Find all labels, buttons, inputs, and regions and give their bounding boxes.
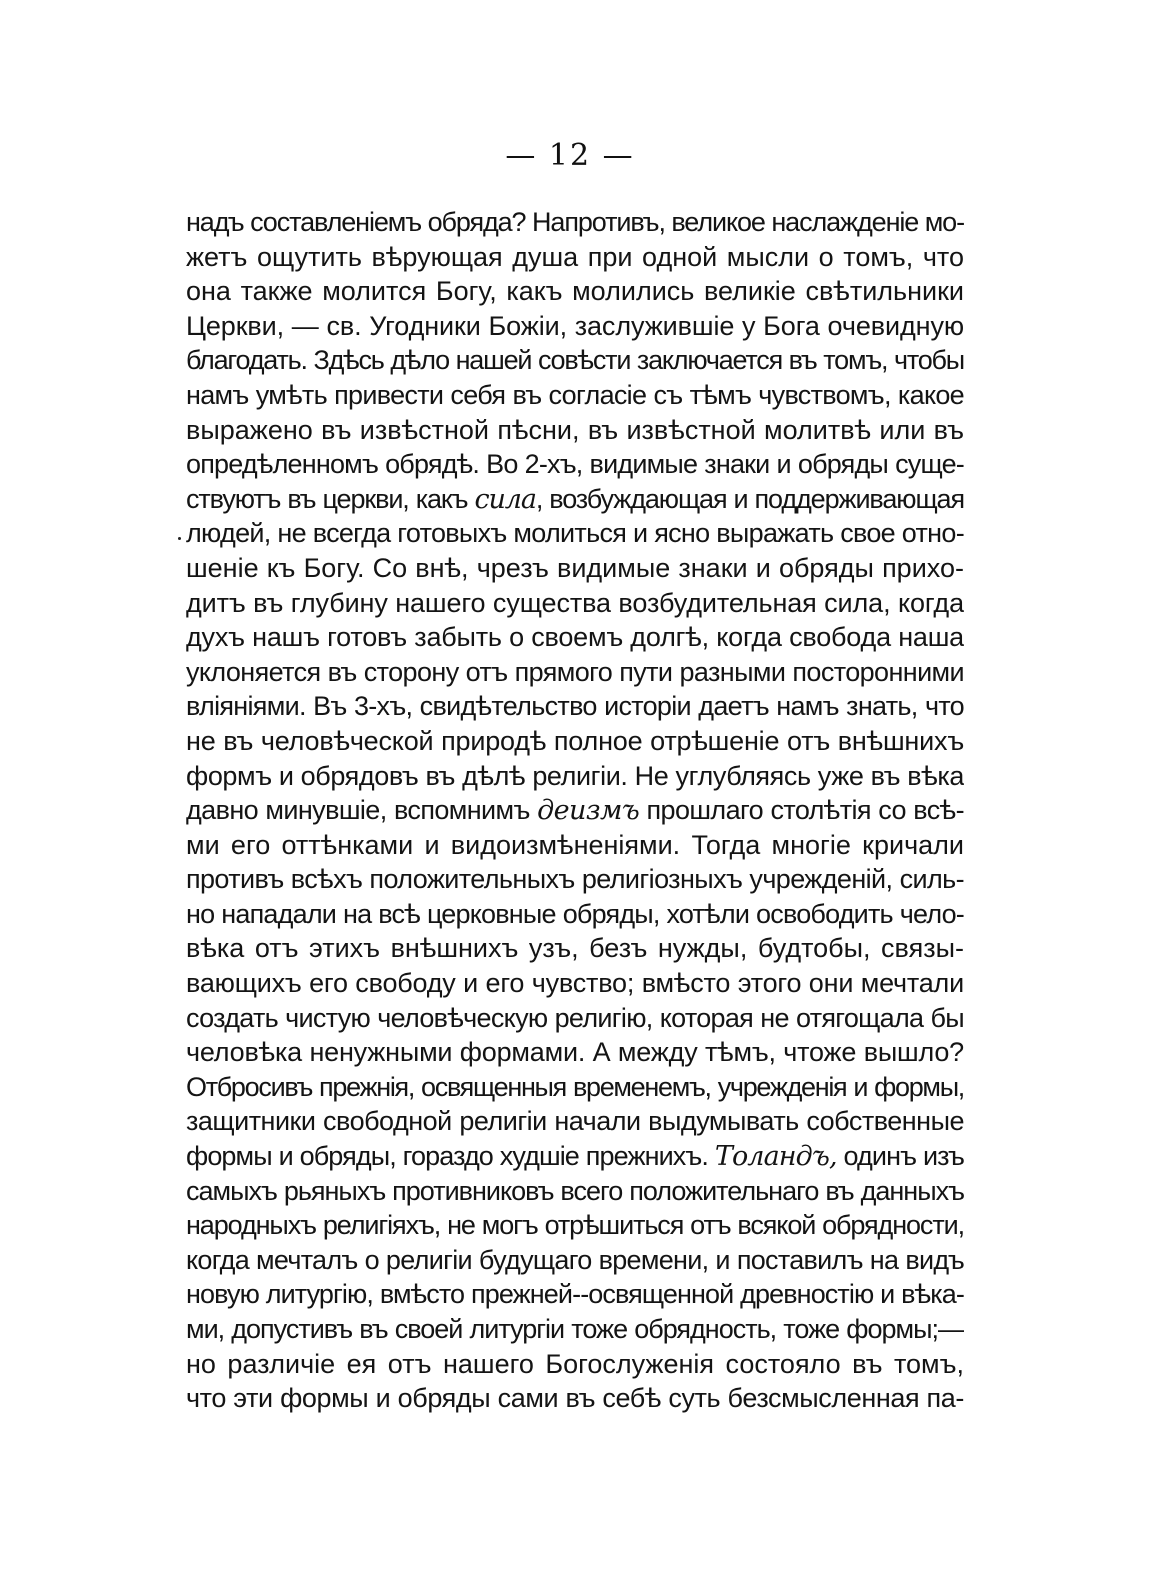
text-segment: она также молится Богу, какъ молились великіе свѣтильники [186, 276, 964, 307]
text-segment: но различіе ея отъ нашего Богослуженія состояло въ томъ, [186, 1348, 964, 1379]
text-line [186, 309, 964, 344]
text-segment: одинъ изъ [836, 1141, 964, 1172]
text-line [186, 931, 964, 966]
text-line [186, 1277, 964, 1312]
text-line [186, 482, 964, 517]
italic-term: деизмъ [537, 795, 640, 827]
text-segment: надъ составленіемъ обряда? Напротивъ, великое наслажденіе мо- [186, 207, 964, 237]
text-segment: духъ нашъ готовъ забыть о своемъ долгѣ, когда свобода наша [186, 622, 964, 653]
text-segment: вающихъ его свободу и его чувство; вмѣсто этого они мечтали [186, 968, 964, 999]
text-segment: ствуютъ въ церкви, какъ [186, 483, 475, 514]
text-segment: человѣка ненужными формами. А между тѣмъ, чтоже вышло? [186, 1037, 964, 1068]
text-line [186, 586, 964, 621]
text-line [186, 1243, 964, 1278]
text-segment: уклоняется въ сторону отъ прямого пути разными посторонними [186, 656, 964, 687]
italic-term: сила [474, 483, 536, 515]
text-segment: выражено въ извѣстной пѣсни, въ извѣстной молитвѣ или въ [186, 414, 964, 445]
text-line [186, 793, 964, 828]
text-segment: но нападали на всѣ церковные обряды, хотѣли освободить чело- [186, 898, 964, 929]
text-line [186, 655, 964, 690]
text-segment: что эти формы и обряды сами въ себѣ суть безсмысленная па- [186, 1383, 964, 1414]
text-segment: формъ и обрядовъ въ дѣлѣ религіи. Не углубляясь уже въ вѣка [186, 760, 964, 791]
text-segment: народныхъ религіяхъ, не могъ отрѣшиться отъ всякой обрядности, [186, 1210, 964, 1241]
text-line [186, 620, 964, 655]
text-segment: самыхъ рьяныхъ противниковъ всего положительнаго въ данныхъ [186, 1175, 964, 1206]
text-line [186, 378, 964, 413]
text-line [186, 205, 964, 240]
text-segment: опредѣленномъ обрядѣ. Во 2-хъ, видимые знаки и обряды суще- [186, 449, 964, 480]
text-segment: вліяніями. Въ 3-хъ, свидѣтельство исторіи даетъ намъ знать, что [186, 691, 964, 722]
text-segment: защитники свободной религіи начали выдумывать собственные [186, 1106, 964, 1137]
text-line [186, 689, 964, 724]
text-segment: шеніе къ Богу. Со внѣ, чрезъ видимые знаки и обряды прихо- [186, 552, 964, 583]
text-line [186, 1174, 964, 1209]
text-segment: создать чистую человѣческую религію, которая не отягощала бы [186, 1002, 964, 1033]
text-line [186, 724, 964, 759]
text-line [186, 828, 964, 863]
text-line [186, 1312, 964, 1347]
text-line [186, 240, 964, 275]
text-segment: благодать. Здѣсь дѣло нашей совѣсти заключается въ томъ, чтобы [186, 345, 964, 376]
text-segment: прошлаго столѣтія со всѣ- [639, 795, 964, 826]
text-segment: людей, не всегда готовыхъ молиться и ясно выражать свое отно- [186, 518, 964, 549]
text-segment: вѣка отъ этихъ внѣшнихъ узъ, безъ нужды, будтобы, связы- [186, 933, 964, 964]
page-number: — 12 — [505, 138, 635, 173]
text-segment: ми, допустивъ въ своей литургіи тоже обрядность, тоже формы;— [186, 1314, 964, 1344]
italic-term: Толандъ, [714, 1141, 837, 1173]
text-segment: когда мечталъ о религіи будущаго времени, и поставилъ на видъ [186, 1244, 964, 1275]
text-segment: противъ всѣхъ положительныхъ религіозныхъ учрежденій, силь- [186, 864, 964, 895]
text-line [186, 1035, 964, 1070]
text-segment: новую литургію, вмѣсто прежней--освященной древностію и вѣка- [186, 1279, 964, 1310]
text-segment: жетъ ощутить вѣрующая душа при одной мысли о томъ, что [186, 241, 964, 272]
text-line [186, 413, 964, 448]
margin-mark [178, 537, 181, 540]
text-line [186, 862, 964, 897]
text-segment: Церкви, — св. Угодники Божіи, заслужившіе у Бога очевидную [186, 310, 964, 341]
text-line [186, 1347, 964, 1382]
text-segment: ми его оттѣнками и видоизмѣненіями. Тогда многіе кричали [186, 829, 964, 860]
text-segment: дитъ въ глубину нашего существа возбудительная сила, когда [186, 587, 964, 618]
text-segment: формы и обряды, гораздо худшіе прежнихъ. [186, 1141, 715, 1172]
text-line [186, 966, 964, 1001]
text-segment: давно минувшіе, вспомнимъ [186, 795, 538, 826]
text-segment: , возбуждающая и поддерживающая [535, 483, 964, 514]
text-line [186, 516, 964, 551]
text-line [186, 551, 964, 586]
text-line [186, 1104, 964, 1139]
text-line [186, 1208, 964, 1243]
text-line [186, 1139, 964, 1174]
text-line [186, 1381, 964, 1416]
text-line [186, 1001, 964, 1036]
text-line [186, 897, 964, 932]
body-text [186, 205, 964, 1416]
text-segment: не въ человѣческой природѣ полное отрѣшеніе отъ внѣшнихъ [186, 725, 964, 756]
text-line [186, 274, 964, 309]
text-segment: Отбросивъ прежнія, освященныя временемъ, учрежденія и формы, [186, 1071, 964, 1102]
text-line [186, 759, 964, 794]
text-segment: намъ умѣть привести себя въ согласіе съ тѣмъ чувствомъ, какое [186, 379, 964, 410]
text-line [186, 1070, 964, 1105]
text-line [186, 447, 964, 482]
text-line [186, 343, 964, 378]
